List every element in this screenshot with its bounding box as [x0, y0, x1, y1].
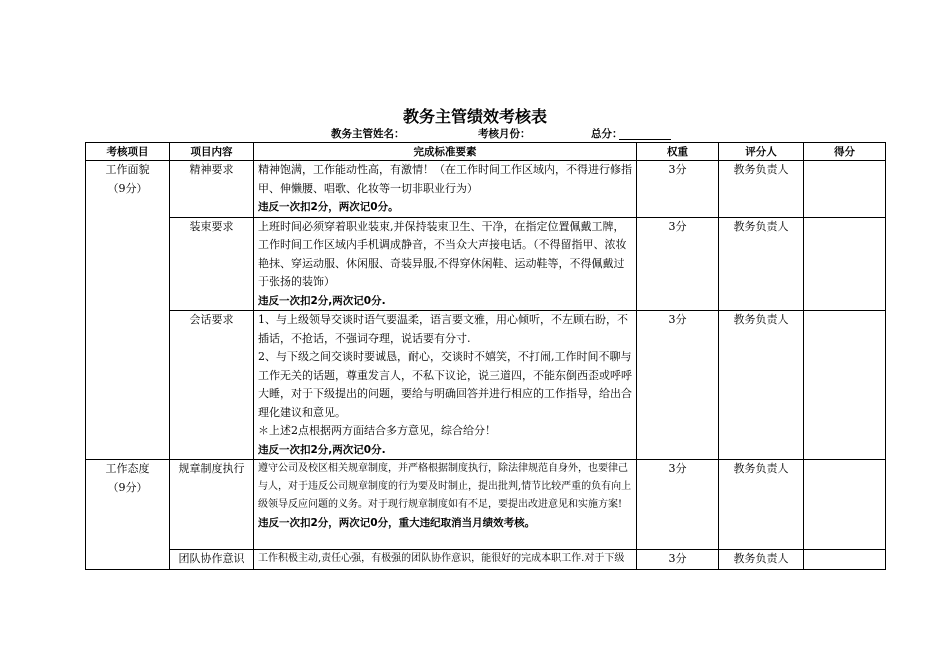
- standard-cell: [254, 460, 637, 550]
- total-underline: [619, 139, 671, 140]
- item-cell: 装束要求: [170, 217, 254, 311]
- table-row: [86, 217, 886, 311]
- category-score: （9分）: [107, 181, 148, 195]
- penalty-text: 违反一次扣2分,两次记0分.: [258, 443, 386, 456]
- standard-cell: [254, 311, 637, 460]
- scorer-cell: 教务负责人: [719, 460, 804, 550]
- score-cell[interactable]: [804, 460, 886, 550]
- item-cell: 精神要求: [170, 161, 254, 218]
- score-cell[interactable]: [804, 217, 886, 311]
- category-cell: [86, 460, 170, 570]
- total-label: 总分：: [591, 128, 623, 140]
- penalty-text: 违反一次扣2分，两次记0分，重大违纪取消当月绩效考核。: [258, 517, 536, 529]
- standard-cell: [254, 550, 637, 570]
- column-header: 权重: [637, 143, 719, 161]
- standard-text: 2、与下级之间交谈时要诚恳，耐心，交谈时不嬉笑，不打闹,工作时间不聊与工作无关的话题，尊重发言人，不私下议论，说三道四，不能东倒西歪或呼呼大睡，对于下级提出的问题，要给与明确回答并进行相应的工作指导，给出合理化建议和意见。: [258, 350, 632, 419]
- standard-note: ＊上述2点根据两方面结合多方意见，综合给分！: [258, 424, 496, 437]
- scorer-cell: 教务负责人: [719, 550, 804, 570]
- penalty-text: 违反一次扣2分，两次记0分。: [258, 201, 399, 213]
- table-row: [86, 311, 886, 460]
- item-cell: 规章制度执行: [170, 460, 254, 550]
- standard-cell: [254, 161, 637, 218]
- scorer-cell: 教务负责人: [719, 161, 804, 218]
- form-subheader: [0, 126, 950, 142]
- weight-cell: 3分: [637, 460, 719, 550]
- column-header: 考核项目: [86, 143, 170, 161]
- standard-text: 精神饱满，工作能动性高，有激情！（在工作时间工作区域内，不得进行修指甲、伸懒腰、唱歌、化妆等一切非职业行为）: [258, 163, 632, 195]
- category-score: （9分）: [107, 480, 148, 494]
- table-row: [86, 161, 886, 218]
- month-label: 考核月份：: [478, 128, 531, 140]
- table-row: [86, 460, 886, 550]
- item-cell: 团队协作意识: [170, 550, 254, 570]
- weight-cell: 3分: [637, 311, 719, 460]
- column-header: 完成标准要素: [254, 143, 637, 161]
- score-cell[interactable]: [804, 161, 886, 218]
- scorer-cell: 教务负责人: [719, 311, 804, 460]
- weight-cell: 3分: [637, 217, 719, 311]
- column-header: 得分: [804, 143, 886, 161]
- weight-cell: 3分: [637, 550, 719, 570]
- category-name: 工作态度: [105, 462, 150, 475]
- table-row: [86, 550, 886, 570]
- evaluation-table: [85, 142, 886, 570]
- weight-cell: 3分: [637, 161, 719, 218]
- score-cell[interactable]: [804, 311, 886, 460]
- score-cell[interactable]: [804, 550, 886, 570]
- category-name: 工作面貌: [105, 163, 150, 176]
- name-label: 教务主管姓名：: [331, 128, 405, 140]
- table-header-row: [86, 143, 886, 161]
- standard-cell: [254, 217, 637, 311]
- standard-text: 工作积极主动,责任心强，有极强的团队协作意识，能很好的完成本职工作.对于下级: [258, 553, 625, 564]
- standard-text: 遵守公司及校区相关规章制度，并严格根据制度执行，除法律规范自身外，也要律己与人，对于违反公司规章制度的行为要及时制止，提出批判,情节比较严重的负有向上级领导反应问题的义务。对于现行规章制度如有不足，要提出改进意见和实施方案!: [258, 463, 632, 510]
- column-header: 项目内容: [170, 143, 254, 161]
- scorer-cell: 教务负责人: [719, 217, 804, 311]
- standard-text: 上班时间必须穿着职业装束,并保持装束卫生、干净，在指定位置佩戴工牌，工作时间工作区域内手机调成静音，不当众大声接电话。（不得留指甲、浓妆艳抹、穿运动服、休闲服、奇装异服,不得穿休闲鞋、运动鞋等，不得佩戴过于张扬的装饰）: [258, 219, 627, 288]
- category-cell: [86, 161, 170, 460]
- item-cell: 会话要求: [170, 311, 254, 460]
- page-title: 教务主管绩效考核表: [402, 107, 547, 126]
- standard-text: 1、与上级领导交谈时语气要温柔，语言要文雅，用心倾听，不左顾右盼，不插话，不抢话，不强词夺理，说话要有分寸.: [258, 313, 628, 345]
- penalty-text: 违反一次扣2分,两次记0分.: [258, 294, 386, 307]
- column-header: 评分人: [719, 143, 804, 161]
